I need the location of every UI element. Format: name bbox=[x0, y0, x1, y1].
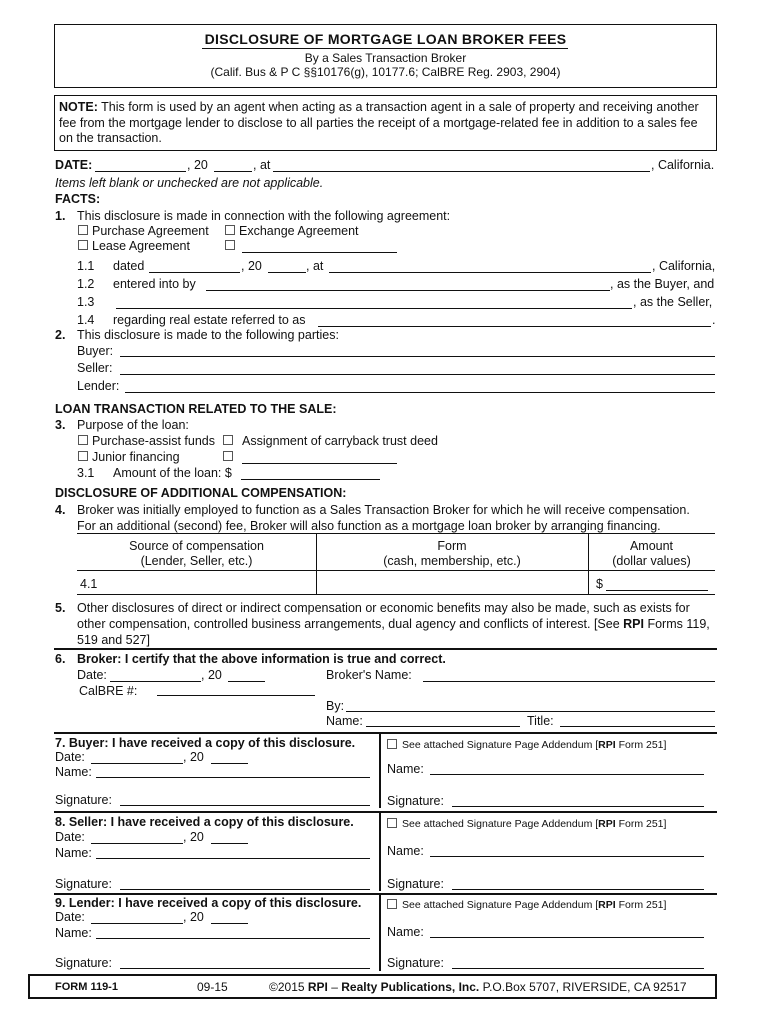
brokers-name-field[interactable] bbox=[423, 681, 715, 682]
comp-col1-header-2: (Lender, Seller, etc.) bbox=[140, 554, 253, 568]
buyer-ack-name-field[interactable] bbox=[96, 777, 370, 778]
item-5-text-2 bbox=[77, 617, 710, 631]
comp-row-dollar: $ bbox=[596, 577, 603, 591]
lender-ack-name-label: Name: bbox=[55, 926, 92, 940]
seller-ack-name-field[interactable] bbox=[96, 858, 370, 859]
note-line-3: on the transaction. bbox=[59, 131, 162, 145]
calbre-label: CalBRE #: bbox=[79, 684, 138, 698]
seller-ack-divider bbox=[379, 813, 381, 891]
footer-rpi: RPI bbox=[307, 980, 328, 994]
seller-ack-signature-field[interactable] bbox=[120, 889, 370, 890]
lender-ack-name-2-label: Name: bbox=[387, 925, 424, 939]
item-3-1-number: 3.1 bbox=[77, 466, 95, 480]
item-1-1-california: , California, bbox=[652, 259, 716, 273]
lender-addendum-checkbox[interactable] bbox=[387, 899, 397, 909]
broker-top-rule bbox=[54, 648, 717, 650]
footer-date: 09-15 bbox=[197, 980, 228, 994]
item-5-text-2-pre: other compensation, controlled business arrangements, dual agency and conflicts of interest. [See bbox=[77, 617, 624, 631]
item-2-text: This disclosure is made to the following parties: bbox=[77, 328, 339, 342]
item-1-text: This disclosure is made in connection with the following agreement: bbox=[77, 209, 451, 223]
broker-date-label: Date: bbox=[77, 668, 107, 682]
buyer-addendum-rpi: RPI bbox=[598, 739, 616, 751]
seller-ack-date-label: Date: bbox=[55, 830, 85, 844]
date-state: , California. bbox=[651, 158, 715, 172]
lender-addendum-label bbox=[402, 899, 666, 911]
seller-ack-name-label: Name: bbox=[55, 846, 92, 860]
broker-agent-name-field[interactable] bbox=[366, 726, 520, 727]
seller-ack-year-prefix: , 20 bbox=[183, 830, 204, 844]
parties-lender-field[interactable] bbox=[125, 392, 715, 393]
footer-publisher: Realty Publications, Inc. bbox=[341, 980, 480, 994]
lender-ack-top-rule bbox=[54, 893, 717, 895]
note-line-1 bbox=[59, 100, 699, 114]
comp-amount-field[interactable] bbox=[606, 590, 708, 591]
other-loan-purpose-checkbox[interactable] bbox=[223, 451, 233, 461]
date-location-field[interactable] bbox=[273, 171, 650, 172]
lender-ack-date-label: Date: bbox=[55, 910, 85, 924]
loan-amount-field[interactable] bbox=[241, 479, 380, 480]
buyer-addendum-post: Form 251] bbox=[615, 739, 667, 751]
assignment-label: Assignment of carryback trust deed bbox=[242, 434, 438, 448]
other-agreement-field[interactable] bbox=[242, 252, 397, 253]
buyer-addendum-checkbox[interactable] bbox=[387, 739, 397, 749]
seller-ack-name-2-field[interactable] bbox=[430, 856, 704, 857]
item-1-3-number: 1.3 bbox=[77, 295, 95, 309]
lender-ack-signature-2-label: Signature: bbox=[387, 956, 444, 970]
comp-col3-header-1: Amount bbox=[629, 539, 674, 553]
item-1-2-as-buyer: , as the Buyer, and bbox=[610, 277, 715, 291]
exchange-agreement-checkbox[interactable] bbox=[225, 225, 235, 235]
buyer-ack-date-label: Date: bbox=[55, 750, 85, 764]
purchase-assist-label: Purchase-assist funds bbox=[92, 434, 215, 448]
item-6-number: 6. bbox=[55, 652, 66, 666]
comp-table-mid-rule bbox=[77, 570, 715, 571]
item-1-1-number: 1.1 bbox=[77, 259, 95, 273]
seller-ack-signature-2-field[interactable] bbox=[452, 889, 704, 890]
purchase-agreement-checkbox[interactable] bbox=[78, 225, 88, 235]
item-5-text-1: Other disclosures of direct or indirect compensation or economic benefits may also be made, such as exists for bbox=[77, 601, 690, 615]
item-1-3-as-seller: , as the Seller, bbox=[633, 295, 713, 309]
footer-copyright bbox=[269, 980, 687, 994]
broker-title-field[interactable] bbox=[560, 726, 715, 727]
lender-ack-divider bbox=[379, 895, 381, 971]
item-5-number: 5. bbox=[55, 601, 66, 615]
buyer-ack-date-field[interactable] bbox=[91, 763, 183, 764]
parties-seller-field[interactable] bbox=[120, 374, 715, 375]
parties-seller-label: Seller: bbox=[77, 361, 113, 375]
comp-col2-header-2: (cash, membership, etc.) bbox=[383, 554, 521, 568]
comp-col1-header-1: Source of compensation bbox=[129, 539, 264, 553]
buyer-addendum-pre: See attached Signature Page Addendum [ bbox=[402, 739, 599, 751]
buyer-ack-name-2-field[interactable] bbox=[430, 774, 704, 775]
loan-heading: LOAN TRANSACTION RELATED TO THE SALE: bbox=[55, 402, 337, 416]
note-line-2: fee from the mortgage lender to disclose to all parties the receipt of a mortgage-related fee in addition to a sales fee bbox=[59, 116, 698, 130]
broker-certify: Broker: I certify that the above information is true and correct. bbox=[77, 652, 446, 666]
footer-dash: – bbox=[327, 980, 342, 994]
buyer-ack-signature-label: Signature: bbox=[55, 793, 112, 807]
agreement-date-field[interactable] bbox=[149, 272, 240, 273]
form-citation: (Calif. Bus & P C §§10176(g), 10177.6; CalBRE Reg. 2903, 2904) bbox=[210, 65, 561, 79]
item-1-1-year-prefix: , 20 bbox=[241, 259, 262, 273]
seller-addendum-checkbox[interactable] bbox=[387, 818, 397, 828]
note-label: NOTE: bbox=[59, 100, 98, 114]
property-field[interactable] bbox=[318, 326, 711, 327]
lender-addendum-pre: See attached Signature Page Addendum [ bbox=[402, 899, 599, 911]
seller-ack-heading: 8. Seller: I have received a copy of this disclosure. bbox=[55, 815, 354, 829]
lender-ack-date-field[interactable] bbox=[91, 923, 183, 924]
buyer-ack-divider bbox=[379, 734, 381, 808]
broker-year-prefix: , 20 bbox=[201, 668, 222, 682]
item-3-number: 3. bbox=[55, 418, 66, 432]
footer-copy-pre: ©2015 bbox=[269, 980, 308, 994]
lender-addendum-post: Form 251] bbox=[615, 899, 667, 911]
buyer-addendum-label bbox=[402, 739, 666, 751]
lender-ack-signature-field[interactable] bbox=[120, 968, 370, 969]
title-underline bbox=[202, 48, 568, 49]
seller-ack-signature-label: Signature: bbox=[55, 877, 112, 891]
date-year-prefix: , 20 bbox=[187, 158, 208, 172]
item-4-number: 4. bbox=[55, 503, 66, 517]
item-2-number: 2. bbox=[55, 328, 66, 342]
footer-form-number: FORM 119-1 bbox=[55, 981, 118, 993]
comp-col2-header-1: Form bbox=[437, 539, 467, 553]
seller-addendum-rpi: RPI bbox=[598, 818, 616, 830]
seller-addendum-post: Form 251] bbox=[615, 818, 667, 830]
form-subtitle: By a Sales Transaction Broker bbox=[304, 51, 467, 65]
exchange-agreement-label: Exchange Agreement bbox=[239, 224, 359, 238]
broker-date-field[interactable] bbox=[110, 681, 201, 682]
seller-party-field[interactable] bbox=[116, 308, 632, 309]
lender-ack-name-field[interactable] bbox=[96, 938, 370, 939]
lender-ack-signature-label: Signature: bbox=[55, 956, 112, 970]
item-5-text-2-post: Forms 119, bbox=[644, 617, 710, 631]
item-5-rpi: RPI bbox=[623, 617, 644, 631]
item-4-text-2: For an additional (second) fee, Broker will also function as a mortgage loan broker by arranging financing. bbox=[77, 519, 661, 533]
broker-agent-name-label: Name: bbox=[326, 714, 363, 728]
brokers-name-label: Broker's Name: bbox=[326, 668, 412, 682]
item-1-2-number: 1.2 bbox=[77, 277, 95, 291]
seller-ack-name-2-label: Name: bbox=[387, 844, 424, 858]
agreement-year-field[interactable] bbox=[268, 272, 306, 273]
comp-table-top-rule bbox=[77, 533, 715, 534]
item-1-1-dated: dated bbox=[113, 259, 145, 273]
parties-buyer-label: Buyer: bbox=[77, 344, 114, 358]
date-at: , at bbox=[253, 158, 271, 172]
lender-addendum-rpi: RPI bbox=[598, 899, 616, 911]
agreement-location-field[interactable] bbox=[329, 272, 651, 273]
broker-year-field[interactable] bbox=[228, 681, 265, 682]
seller-ack-top-rule bbox=[54, 811, 717, 813]
buyer-ack-signature-field[interactable] bbox=[120, 805, 370, 806]
buyer-ack-name-label: Name: bbox=[55, 765, 92, 779]
purchase-agreement-label: Purchase Agreement bbox=[92, 224, 209, 238]
comp-heading: DISCLOSURE OF ADDITIONAL COMPENSATION: bbox=[55, 486, 347, 500]
item-3-text: Purpose of the loan: bbox=[77, 418, 189, 432]
calbre-field[interactable] bbox=[157, 695, 315, 696]
buyer-ack-signature-2-field[interactable] bbox=[452, 806, 704, 807]
assignment-checkbox[interactable] bbox=[223, 435, 233, 445]
parties-lender-label: Lender: bbox=[77, 379, 120, 393]
broker-by-field[interactable] bbox=[346, 711, 715, 712]
date-field[interactable] bbox=[95, 171, 186, 172]
seller-ack-signature-2-label: Signature: bbox=[387, 877, 444, 891]
buyer-ack-signature-2-label: Signature: bbox=[387, 794, 444, 808]
other-agreement-checkbox[interactable] bbox=[225, 240, 235, 250]
comp-table-bottom-rule bbox=[77, 594, 715, 595]
blank-note: Items left blank or unchecked are not applicable. bbox=[55, 176, 324, 190]
comp-row-number: 4.1 bbox=[80, 577, 98, 591]
facts-heading: FACTS: bbox=[55, 192, 101, 206]
lender-ack-heading: 9. Lender: I have received a copy of this disclosure. bbox=[55, 896, 362, 910]
comp-col3-header-2: (dollar values) bbox=[612, 554, 691, 568]
item-1-1-at: , at bbox=[306, 259, 324, 273]
lease-agreement-label: Lease Agreement bbox=[92, 239, 190, 253]
lease-agreement-checkbox[interactable] bbox=[78, 240, 88, 250]
item-4-text-1: Broker was initially employed to function as a Sales Transaction Broker for which he will receive compensation. bbox=[77, 503, 690, 517]
item-1-4-regarding: regarding real estate referred to as bbox=[113, 313, 306, 327]
buyer-ack-year-prefix: , 20 bbox=[183, 750, 204, 764]
other-loan-purpose-field[interactable] bbox=[242, 463, 397, 464]
lender-ack-year-prefix: , 20 bbox=[183, 910, 204, 924]
date-year-field[interactable] bbox=[214, 171, 252, 172]
date-label: DATE: bbox=[55, 158, 93, 172]
junior-financing-checkbox[interactable] bbox=[78, 451, 88, 461]
buyer-ack-year-field[interactable] bbox=[211, 763, 248, 764]
lender-ack-name-2-field[interactable] bbox=[430, 937, 704, 938]
note-text-1: This form is used by an agent when acting as a transaction agent in a sale of property and receiving another bbox=[101, 100, 699, 114]
item-5-text-3: 519 and 527] bbox=[77, 633, 150, 647]
seller-addendum-label bbox=[402, 818, 666, 830]
loan-amount-label: Amount of the loan: $ bbox=[113, 466, 232, 480]
form-title: DISCLOSURE OF MORTGAGE LOAN BROKER FEES bbox=[204, 31, 567, 47]
lender-ack-year-field[interactable] bbox=[211, 923, 248, 924]
seller-addendum-pre: See attached Signature Page Addendum [ bbox=[402, 818, 599, 830]
broker-by-label: By: bbox=[326, 699, 345, 713]
footer-address: P.O.Box 5707, RIVERSIDE, CA 92517 bbox=[479, 980, 687, 994]
seller-ack-year-field[interactable] bbox=[211, 843, 248, 844]
broker-title-label: Title: bbox=[527, 714, 554, 728]
buyer-ack-top-rule bbox=[54, 732, 717, 734]
purchase-assist-checkbox[interactable] bbox=[78, 435, 88, 445]
buyer-ack-heading: 7. Buyer: I have received a copy of this disclosure. bbox=[55, 736, 356, 750]
item-1-2-entered: entered into by bbox=[113, 277, 196, 291]
seller-ack-date-field[interactable] bbox=[91, 843, 183, 844]
item-1-4-period: . bbox=[712, 313, 716, 327]
junior-financing-label: Junior financing bbox=[92, 450, 180, 464]
buyer-ack-name-2-label: Name: bbox=[387, 762, 424, 776]
item-1-4-number: 1.4 bbox=[77, 313, 95, 327]
buyer-party-field[interactable] bbox=[206, 290, 610, 291]
lender-ack-signature-2-field[interactable] bbox=[452, 968, 704, 969]
item-1-number: 1. bbox=[55, 209, 66, 223]
parties-buyer-field[interactable] bbox=[120, 356, 715, 357]
